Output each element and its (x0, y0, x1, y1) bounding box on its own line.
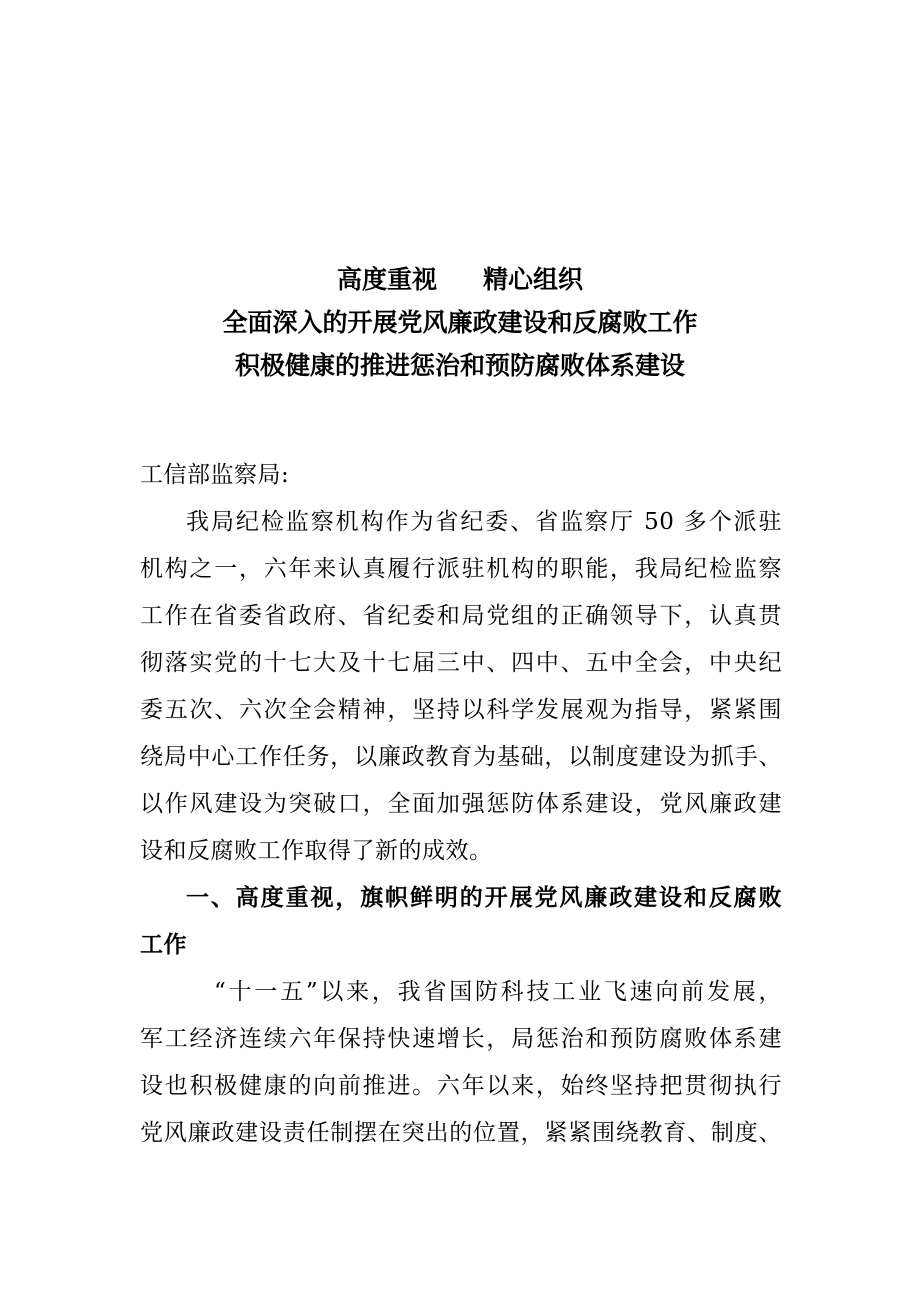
paragraph-section-1 (140, 969, 782, 1157)
title-line-1-part-1: 高度重视 (336, 265, 437, 294)
paragraph-line: 彻落实党的十七大及十七届三中、四中、五中全会，中央纪 (140, 650, 782, 676)
document-title (0, 258, 920, 387)
section-heading-line: 工作 (140, 932, 187, 958)
document-body (140, 452, 782, 1157)
paragraph-line: “十一五”以来，我省国防科技工业飞速向前发展， (214, 979, 782, 1005)
paragraph-line: 绕局中心工作任务，以廉政教育为基础，以制度建设为抓手、 (140, 744, 782, 770)
section-heading-1 (140, 875, 782, 969)
addressee: 工信部监察局: (140, 462, 290, 488)
paragraph-line: 党风廉政建设责任制摆在突出的位置，紧紧围绕教育、制度、 (140, 1120, 782, 1146)
paragraph-line: 设也积极健康的向前推进。六年以来，始终坚持把贯彻执行 (140, 1073, 782, 1099)
title-line-1 (0, 258, 920, 301)
paragraph-line: 工作在省委省政府、省纪委和局党组的正确领导下，认真贯 (140, 603, 782, 629)
paragraph-line: 设和反腐败工作取得了新的成效。 (140, 838, 493, 864)
paragraph-line: 以作风建设为突破口，全面加强惩防体系建设，党风廉政建 (140, 791, 782, 817)
title-line-3: 积极健康的推进惩治和预防腐败体系建设 (234, 351, 685, 380)
title-line-2: 全面深入的开展党风廉政建设和反腐败工作 (222, 308, 698, 337)
title-line-1-part-2: 精心组织 (483, 265, 584, 294)
paragraph-line: 军工经济连续六年保持快速增长，局惩治和预防腐败体系建 (140, 1026, 782, 1052)
section-heading-line: 一、高度重视，旗帜鲜明的开展党风廉政建设和反腐败 (186, 885, 782, 911)
paragraph-line: 委五次、六次全会精神，坚持以科学发展观为指导，紧紧围 (140, 697, 782, 723)
paragraph-line: 我局纪检监察机构作为省纪委、省监察厅 50 多个派驻 (186, 509, 782, 535)
paragraph-line: 机构之一，六年来认真履行派驻机构的职能，我局纪检监察 (140, 556, 782, 582)
paragraph-intro (140, 499, 782, 875)
